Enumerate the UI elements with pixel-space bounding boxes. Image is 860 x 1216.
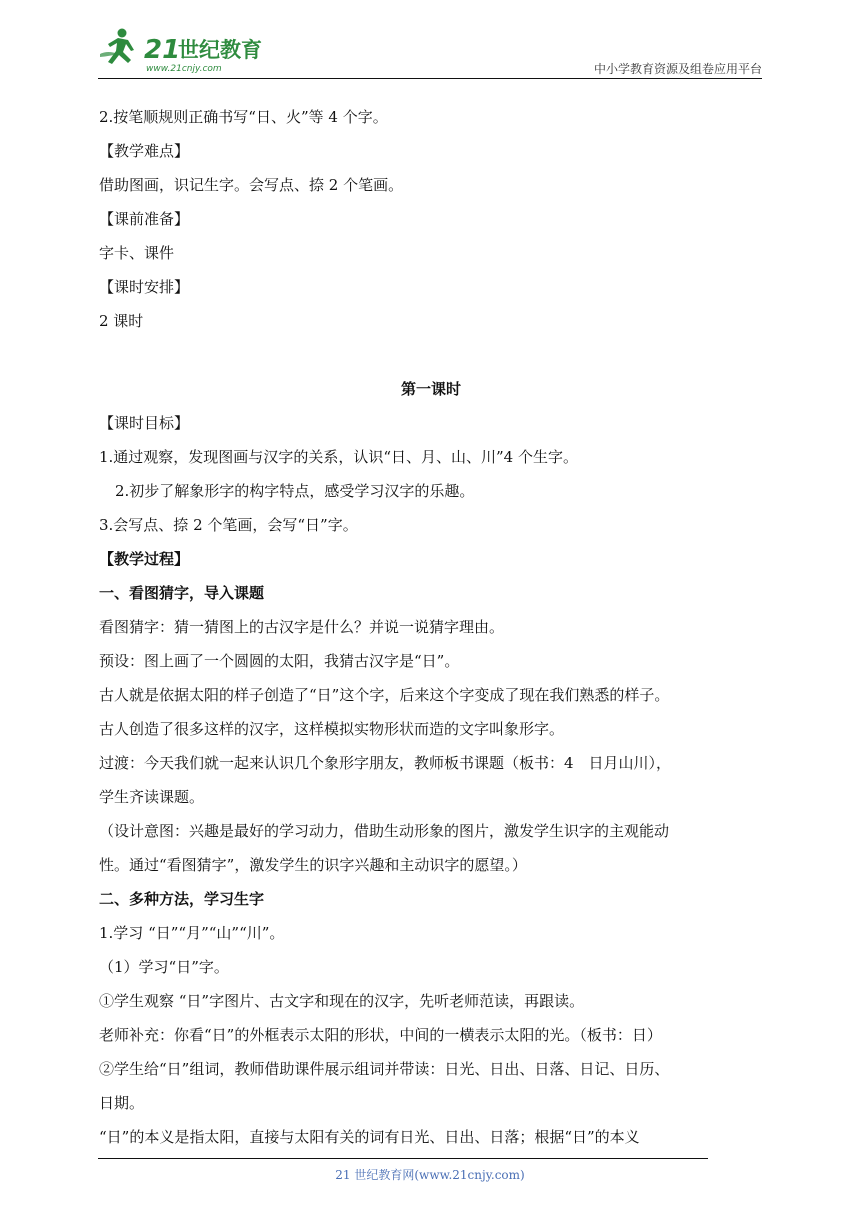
paragraph: 看图猜字：猜一猜图上的古汉字是什么？并说一说猜字理由。 <box>99 618 505 636</box>
logo-url: www.21cnjy.com <box>146 64 222 74</box>
paragraph: 古人就是依据太阳的样子创造了“日”这个字，后来这个字变成了现在我们熟悉的样子。 <box>99 686 670 704</box>
paragraph: 古人创造了很多这样的汉字，这样模拟实物形状而造的文字叫象形字。 <box>99 720 565 738</box>
header-platform-text: 中小学教育资源及组卷应用平台 <box>593 62 762 76</box>
paragraph: 1.学习 “日”“月”“山”“川”。 <box>99 924 285 942</box>
paragraph: 字卡、课件 <box>99 244 175 262</box>
paragraph: 【课前准备】 <box>99 210 190 228</box>
paragraph: （1）学习“日”字。 <box>99 958 229 976</box>
paragraph: 学生齐读课题。 <box>99 788 205 806</box>
paragraph: ①学生观察 “日”字图片、古文字和现在的汉字，先听老师范读，再跟读。 <box>99 992 585 1010</box>
paragraph: 过渡：今天我们就一起来认识几个象形字朋友，教师板书课题（板书：4 日月山川）， <box>99 754 672 772</box>
logo-21cnjy <box>98 24 278 78</box>
paragraph: 2.按笔顺规则正确书写“日、火”等 4 个字。 <box>99 108 388 126</box>
document-body <box>99 100 763 1154</box>
paragraph: 第一课时 <box>400 380 461 398</box>
page-header <box>98 24 762 80</box>
paragraph: 2.初步了解象形字的构字特点，感受学习汉字的乐趣。 <box>115 482 475 500</box>
paragraph: 性。通过“看图猜字”，激发学生的识字兴趣和主动识字的愿望。） <box>99 856 527 874</box>
paragraph: 【课时安排】 <box>99 278 190 296</box>
paragraph: 【教学难点】 <box>99 142 190 160</box>
paragraph: 【课时目标】 <box>99 414 190 432</box>
paragraph: 【教学过程】 <box>99 550 190 568</box>
logo-text: 世纪教育 <box>178 38 262 62</box>
paragraph: ②学生给“日”组词，教师借助课件展示组词并带读：日光、日出、日落、日记、日历、 <box>99 1060 670 1078</box>
blank-line <box>99 338 763 372</box>
paragraph: 老师补充：你看“日”的外框表示太阳的形状，中间的一横表示太阳的光。（板书：日） <box>99 1026 662 1044</box>
paragraph: 二、多种方法，学习生字 <box>99 890 265 908</box>
paragraph: 一、看图猜字，导入课题 <box>99 584 265 602</box>
paragraph: 日期。 <box>99 1094 145 1112</box>
runner-icon <box>100 29 134 65</box>
paragraph: 借助图画，识记生字。会写点、捺 2 个笔画。 <box>99 176 404 194</box>
paragraph: 预设：图上画了一个圆圆的太阳，我猜古汉字是“日”。 <box>99 652 460 670</box>
logo-number: 21 <box>144 35 181 65</box>
footer-text: 21 世纪教育网(www.21cnjy.com) <box>335 1168 525 1182</box>
paragraph: 3.会写点、捺 2 个笔画，会写“日”字。 <box>99 516 358 534</box>
paragraph: 2 课时 <box>99 312 144 330</box>
paragraph: 1.通过观察，发现图画与汉字的关系，认识“日、月、山、川”4 个生字。 <box>99 448 578 466</box>
footer-divider <box>98 1158 708 1159</box>
header-divider <box>98 78 762 79</box>
paragraph: （设计意图：兴趣是最好的学习动力，借助生动形象的图片，激发学生识字的主观能动 <box>99 822 670 840</box>
paragraph: “日”的本义是指太阳，直接与太阳有关的词有日光、日出、日落；根据“日”的本义 <box>99 1128 640 1146</box>
